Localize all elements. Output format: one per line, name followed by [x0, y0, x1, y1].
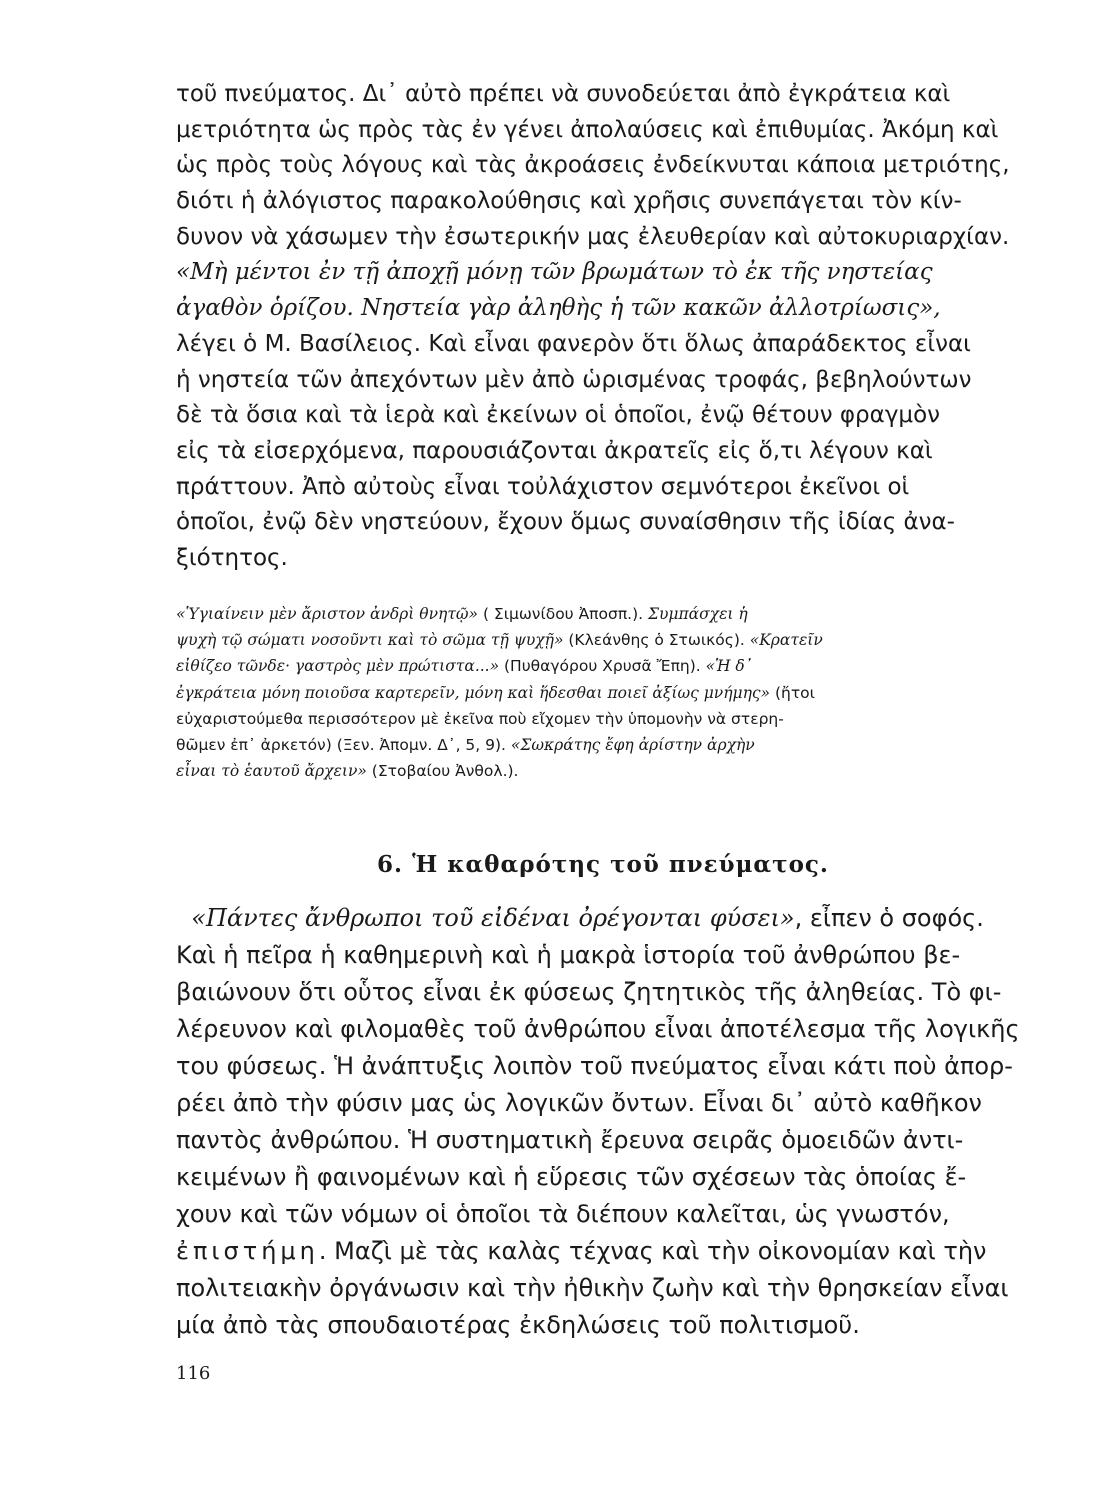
- text-line: ὡς πρὸς τοὺς λόγους καὶ τὰς ἀκροάσεις ἐνδείκνυται κάποια μετριότης,: [176, 152, 1010, 179]
- quote-line: εἰθίζεο τῶνδε· γαστρὸς μὲν πρώτιστα...» (Πυθαγόρου Χρυσᾶ Ἔπη). «Ἡ δ᾽: [176, 657, 753, 676]
- text-line: λέγει ὁ Μ. Βασίλειος. Καὶ εἶναι φανερὸν ὅτι ὅλως ἀπαράδεκτος εἶναι: [176, 330, 971, 357]
- text-line: διότι ἡ ἀλόγιστος παρακολούθησις καὶ χρῆσις συνεπάγεται τὸν κίν-: [176, 188, 962, 215]
- text-line: λέρευνον καὶ φιλομαθὲς τοῦ ἀνθρώπου εἶναι ἀποτέλεσμα τῆς λογικῆς: [176, 1015, 1020, 1043]
- spaced-term: ἐπιστήμη: [176, 1237, 319, 1265]
- quote-line: «Ὑγιαίνειν μὲν ἄριστον ἀνδρὶ θνητῷ» ( Σιμωνίδου Ἀποσπ.). Συμπάσχει ἡ: [176, 605, 748, 623]
- section-heading: 6. Ἡ καθαρότης τοῦ πνεύματος.: [377, 851, 829, 878]
- quote-line: ψυχὴ τῷ σώματι νοσοῦντι καὶ τὸ σῶμα τῇ ψυχῇ» (Κλεάνθης ὁ Στωικός). «Κρατεῖν: [176, 631, 823, 650]
- text-line-quote: ἀγαθὸν ὁρίζου. Νηστεία γὰρ ἀληθὴς ἡ τῶν κακῶν ἀλλοτρίωσις»,: [176, 295, 941, 322]
- quote-line: εὐχαριστούμεθα περισσότερον μὲ ἐκεῖνα ποὺ εἴχομεν τὴν ὑπομονὴν νὰ στερη-: [176, 709, 784, 728]
- text-line: ἡ νηστεία τῶν ἀπεχόντων μὲν ἀπὸ ὡρισμένας τροφάς, βεβηλούντων: [176, 366, 972, 393]
- text-line: βαιώνουν ὅτι οὗτος εἶναι ἐκ φύσεως ζητητικὸς τῆς ἀληθείας. Τὸ φι-: [176, 978, 1002, 1006]
- page-number: 116: [176, 1363, 211, 1384]
- text-line-quote: «Μὴ μέντοι ἐν τῇ ἀποχῇ μόνῃ τῶν βρωμάτων τὸ ἐκ τῆς νηστείας: [176, 259, 933, 286]
- text-line: χουν καὶ τῶν νόμων οἱ ὁποῖοι τὰ διέπουν καλεῖται, ὡς γνωστόν,: [176, 1200, 950, 1228]
- text-line: κειμένων ἢ φαινομένων καὶ ἡ εὕρεσις τῶν σχέσεων τὰς ὁποίας ἔ-: [176, 1163, 967, 1191]
- text-line: πολιτειακὴν ὀργάνωσιν καὶ τὴν ἠθικὴν ζωὴν καὶ τὴν θρησκείαν εἶναι: [176, 1274, 1009, 1302]
- text-line: του φύσεως. Ἡ ἀνάπτυξις λοιπὸν τοῦ πνεύματος εἶναι κάτι ποὺ ἀπορ-: [176, 1052, 1013, 1080]
- text-line: ἐπιστήμη. Μαζὶ μὲ τὰς καλὰς τέχνας καὶ τὴν οἰκονομίαν καὶ τὴν: [176, 1237, 987, 1265]
- text-line: «Πάντες ἄνθρωποι τοῦ εἰδέναι ὀρέγονται φύσει», εἶπεν ὁ σοφός.: [191, 904, 984, 932]
- text-line: δυνον νὰ χάσωμεν τὴν ἐσωτερικήν μας ἐλευθερίαν καὶ αὐτοκυριαρχίαν.: [176, 223, 1010, 250]
- text-line: μετριότητα ὡς πρὸς τὰς ἐν γένει ἀπολαύσεις καὶ ἐπιθυμίας. Ἀκόμη καὶ: [176, 116, 999, 143]
- text-line: εἰς τὰ εἰσερχόμενα, παρουσιάζονται ἀκρατεῖς εἰς ὅ,τι λέγουν καὶ: [176, 437, 933, 464]
- quote-line: θῶμεν ἐπ᾽ ἀρκετόν) (Ξεν. Ἀπομν. Δ᾽, 5, 9). «Σωκράτης ἔφη ἀρίστην ἀρχὴν: [176, 735, 755, 754]
- text-line: παντὸς ἀνθρώπου. Ἡ συστηματικὴ ἔρευνα σειρᾶς ὁμοειδῶν ἀντι-: [176, 1126, 964, 1154]
- text-line: ρέει ἀπὸ τὴν φύσιν μας ὡς λογικῶν ὄντων. Εἶναι δι᾽ αὐτὸ καθῆκον: [176, 1089, 982, 1117]
- quote-line: εἶναι τὸ ἑαυτοῦ ἄρχειν» (Στοβαίου Ἀνθολ.).: [176, 762, 519, 781]
- text-line: τοῦ πνεύματος. Δι᾽ αὐτὸ πρέπει νὰ συνοδεύεται ἀπὸ ἐγκράτεια καὶ: [176, 81, 951, 107]
- section-paragraph: [176, 900, 1030, 1344]
- text-line: ξιότητος.: [176, 544, 288, 571]
- text-line: μία ἀπὸ τὰς σπουδαιοτέρας ἐκδηλώσεις τοῦ πολιτισμοῦ.: [176, 1311, 860, 1339]
- quotations-block: [176, 601, 1030, 784]
- text-line: δὲ τὰ ὅσια καὶ τὰ ἱερὰ καὶ ἐκείνων οἱ ὁποῖοι, ἐνῷ θέτουν φραγμὸν: [176, 402, 940, 429]
- text-line: Καὶ ἡ πεῖρα ἡ καθημερινὴ καὶ ἡ μακρὰ ἱστορία τοῦ ἀνθρώπου βε-: [176, 941, 961, 969]
- paragraph-continued: [176, 77, 1030, 577]
- text-line: ὁποῖοι, ἐνῷ δὲν νηστεύουν, ἔχουν ὅμως συναίσθησιν τῆς ἰδίας ἀνα-: [176, 509, 955, 536]
- quote-line: ἐγκράτεια μόνη ποιοῦσα καρτερεῖν, μόνη καὶ ἥδεσθαι ποιεῖ ἀξίως μνήμης» (ἤτοι: [176, 683, 815, 702]
- text-line: πράττουν. Ἀπὸ αὐτοὺς εἶναι τοὐλάχιστον σεμνότεροι ἐκεῖνοι οἱ: [176, 473, 910, 500]
